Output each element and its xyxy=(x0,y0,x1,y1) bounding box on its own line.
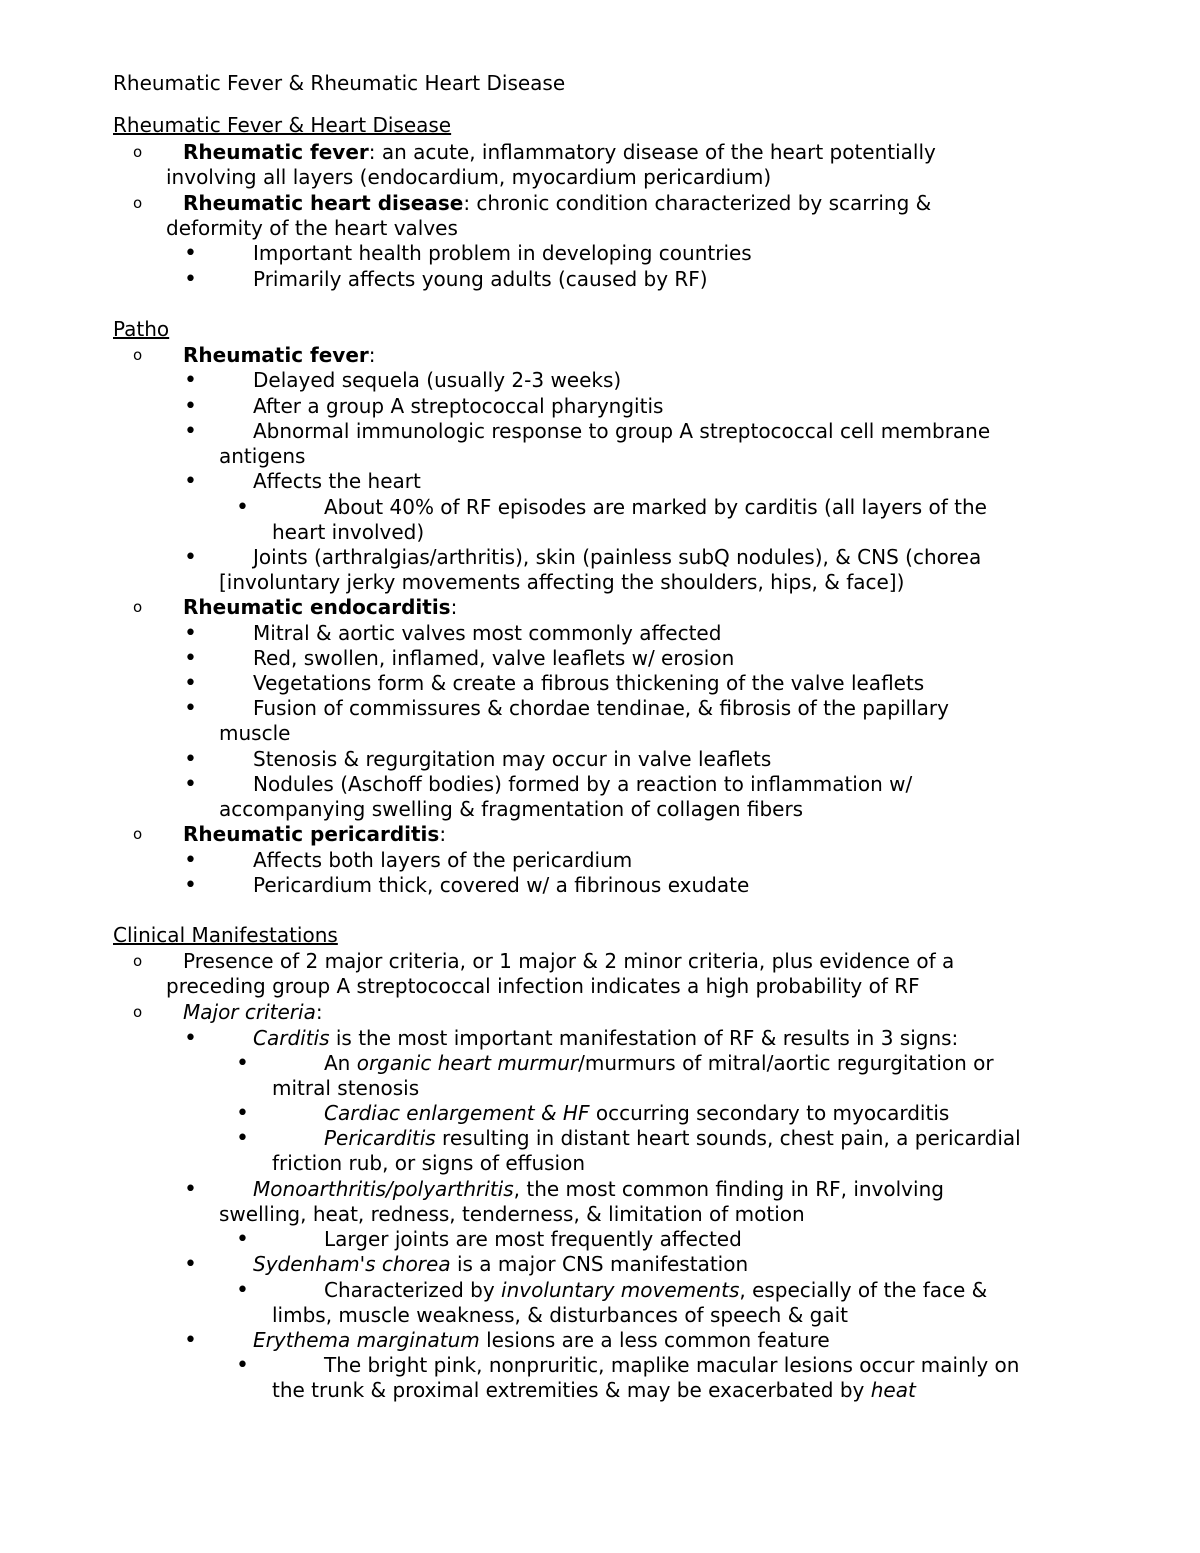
bullet-icon: • xyxy=(184,873,197,898)
list-item-continuation: [involuntary jerky movements affecting the shoulders, hips, & face]) xyxy=(219,570,905,594)
list-item: Nodules (Aschoff bodies) formed by a reaction to inflammation w/ xyxy=(253,772,913,796)
bullet-icon: • xyxy=(184,671,197,696)
list-item-continuation: heart involved) xyxy=(272,520,425,544)
bullet-icon: • xyxy=(184,1026,197,1051)
bullet-icon: • xyxy=(236,1126,249,1151)
circle-bullet-icon: o xyxy=(133,346,143,364)
list-item: Affects the heart xyxy=(253,469,421,493)
list-item: Joints (arthralgias/arthritis), skin (painless subQ nodules), & CNS (chorea xyxy=(253,545,982,569)
circle-bullet-icon: o xyxy=(133,598,143,616)
bullet-icon: • xyxy=(184,646,197,671)
list-item-continuation: friction rub, or signs of effusion xyxy=(272,1151,586,1175)
bullet-icon: • xyxy=(236,1353,249,1378)
list-item: The bright pink, nonpruritic, maplike macular lesions occur mainly on xyxy=(324,1353,1020,1377)
bullet-icon: • xyxy=(236,1101,249,1126)
list-item-continuation: muscle xyxy=(219,721,291,745)
circle-bullet-icon: o xyxy=(133,825,143,843)
list-item: Presence of 2 major criteria, or 1 major & 2 minor criteria, plus evidence of a xyxy=(183,949,955,973)
bullet-icon: • xyxy=(184,469,197,494)
list-item-continuation: deformity of the heart valves xyxy=(166,216,458,240)
bullet-icon: • xyxy=(184,1328,197,1353)
bullet-icon: • xyxy=(184,747,197,772)
list-item: Primarily affects young adults (caused by RF) xyxy=(253,267,708,291)
list-item: Vegetations form & create a fibrous thickening of the valve leaflets xyxy=(253,671,925,695)
list-item: Pericarditis resulting in distant heart sounds, chest pain, a pericardial xyxy=(324,1126,1021,1150)
bullet-icon: • xyxy=(184,848,197,873)
bullet-icon: • xyxy=(236,1051,249,1076)
list-item-continuation: accompanying swelling & fragmentation of collagen fibers xyxy=(219,797,804,821)
list-item: Characterized by involuntary movements, especially of the face & xyxy=(324,1278,988,1302)
circle-bullet-icon: o xyxy=(133,143,143,161)
list-item: Pericardium thick, covered w/ a fibrinous exudate xyxy=(253,873,750,897)
bullet-icon: • xyxy=(184,267,197,292)
list-item: Red, swollen, inflamed, valve leaflets w/ erosion xyxy=(253,646,735,670)
list-item: Mitral & aortic valves most commonly affected xyxy=(253,621,722,645)
list-item: Rheumatic fever: an acute, inflammatory disease of the heart potentially xyxy=(183,140,936,164)
list-item: An organic heart murmur/murmurs of mitral/aortic regurgitation or xyxy=(324,1051,994,1075)
circle-bullet-icon: o xyxy=(133,194,143,212)
list-item: Fusion of commissures & chordae tendinae, & fibrosis of the papillary xyxy=(253,696,949,720)
bullet-icon: • xyxy=(236,495,249,520)
document-title: Rheumatic Fever & Rheumatic Heart Disease xyxy=(113,71,566,95)
bullet-icon: • xyxy=(236,1227,249,1252)
bullet-icon: • xyxy=(184,1177,197,1202)
circle-bullet-icon: o xyxy=(133,952,143,970)
bullet-icon: • xyxy=(184,241,197,266)
list-item: Monoarthritis/polyarthritis, the most common finding in RF, involving xyxy=(253,1177,944,1201)
bullet-icon: • xyxy=(184,696,197,721)
bullet-icon: • xyxy=(184,545,197,570)
list-item: Cardiac enlargement & HF occurring secondary to myocarditis xyxy=(324,1101,950,1125)
section-heading-clinical-manifestations: Clinical Manifestations xyxy=(113,923,338,947)
list-item: About 40% of RF episodes are marked by carditis (all layers of the xyxy=(324,495,987,519)
bullet-icon: • xyxy=(184,419,197,444)
list-item: Sydenham's chorea is a major CNS manifestation xyxy=(253,1252,749,1276)
list-item: Stenosis & regurgitation may occur in valve leaflets xyxy=(253,747,772,771)
list-item-continuation: the trunk & proximal extremities & may be exacerbated by heat xyxy=(272,1378,916,1402)
list-item: Carditis is the most important manifestation of RF & results in 3 signs: xyxy=(253,1026,959,1050)
list-item: Major criteria: xyxy=(183,1000,323,1024)
list-item: Rheumatic heart disease: chronic condition characterized by scarring & xyxy=(183,191,932,215)
list-item: Affects both layers of the pericardium xyxy=(253,848,633,872)
list-item: Abnormal immunologic response to group A streptococcal cell membrane xyxy=(253,419,991,443)
list-item: Rheumatic pericarditis: xyxy=(183,822,447,846)
bullet-icon: • xyxy=(184,394,197,419)
list-item-continuation: preceding group A streptococcal infection indicates a high probability of RF xyxy=(166,974,920,998)
list-item-continuation: swelling, heat, redness, tenderness, & limitation of motion xyxy=(219,1202,805,1226)
bullet-icon: • xyxy=(184,1252,197,1277)
bullet-icon: • xyxy=(184,772,197,797)
circle-bullet-icon: o xyxy=(133,1003,143,1021)
list-item-continuation: mitral stenosis xyxy=(272,1076,420,1100)
list-item: Rheumatic endocarditis: xyxy=(183,595,458,619)
bullet-icon: • xyxy=(236,1278,249,1303)
list-item-continuation: antigens xyxy=(219,444,306,468)
section-heading-rf-heart-disease: Rheumatic Fever & Heart Disease xyxy=(113,113,452,137)
section-heading-patho: Patho xyxy=(113,317,170,341)
list-item: Larger joints are most frequently affected xyxy=(324,1227,742,1251)
list-item: Important health problem in developing countries xyxy=(253,241,752,265)
list-item: After a group A streptococcal pharyngitis xyxy=(253,394,664,418)
list-item-continuation: limbs, muscle weakness, & disturbances of speech & gait xyxy=(272,1303,849,1327)
list-item-continuation: involving all layers (endocardium, myocardium pericardium) xyxy=(166,165,772,189)
list-item: Rheumatic fever: xyxy=(183,343,376,367)
list-item: Delayed sequela (usually 2-3 weeks) xyxy=(253,368,622,392)
bullet-icon: • xyxy=(184,621,197,646)
bullet-icon: • xyxy=(184,368,197,393)
list-item: Erythema marginatum lesions are a less common feature xyxy=(253,1328,830,1352)
